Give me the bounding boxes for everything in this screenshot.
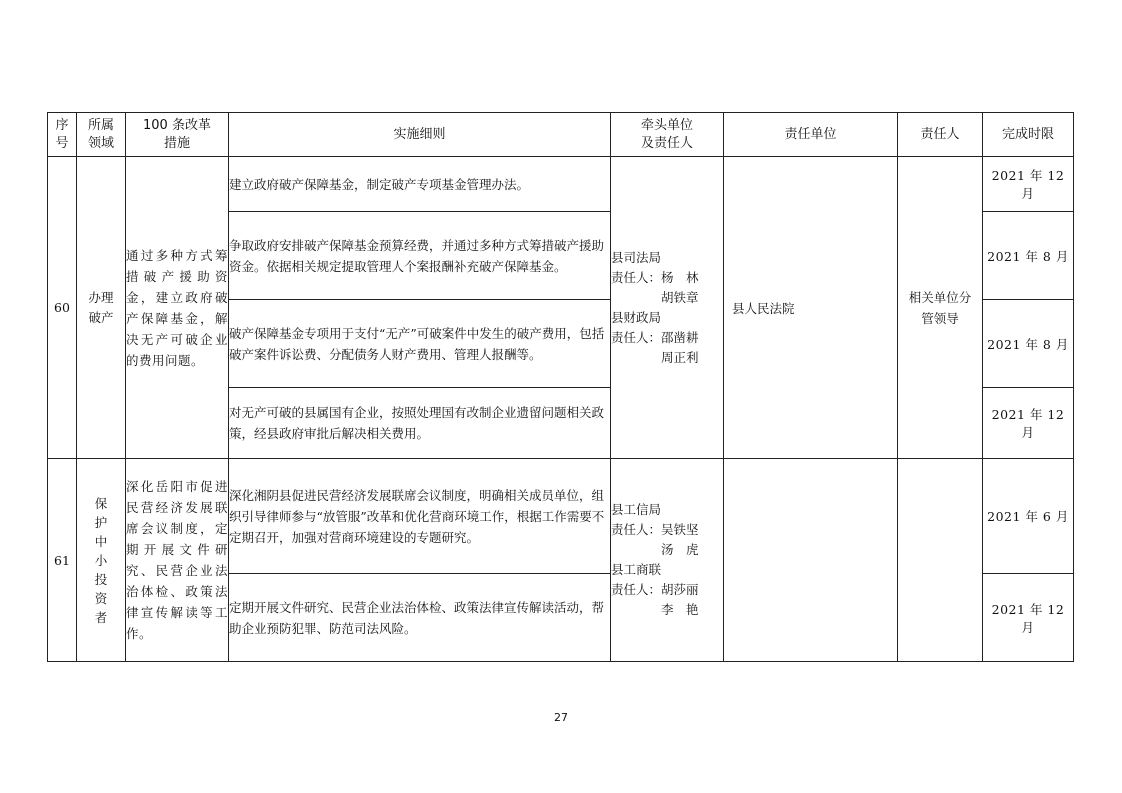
table-row: [48, 157, 1074, 212]
row-measure: 深化岳阳市促进民营经济发展联席会议制度，定期开展文件研究、民营企业法治体检、政策法律宣传解读等工作。: [126, 459, 229, 662]
responsible-person-cell: 相关单位分 管领导: [898, 157, 983, 459]
deadline-cell: 2021 年 12 月: [983, 574, 1074, 662]
header-area: 所属 领域: [77, 113, 126, 157]
deadline-cell: 2021 年 12 月: [983, 388, 1074, 459]
row-area: 办理 破产: [77, 157, 126, 459]
header-seq: 序 号: [48, 113, 77, 157]
header-responsible-person: 责任人: [898, 113, 983, 157]
page-number: 27: [554, 711, 568, 724]
header-responsible-unit: 责任单位: [724, 113, 898, 157]
detail-cell: 建立政府破产保障基金，制定破产专项基金管理办法。: [229, 157, 611, 212]
deadline-cell: 2021 年 6 月: [983, 459, 1074, 574]
responsible-unit-cell: 县人民法院: [724, 157, 898, 459]
detail-cell: 深化湘阴县促进民营经济发展联席会议制度，明确相关成员单位，组织引导律师参与“放管服”改革和优化营商环境工作，根据工作需要不定期召开，加强对营商环境建设的专题研究。: [229, 459, 611, 574]
table-row: [48, 459, 1074, 574]
detail-cell: 争取政府安排破产保障基金预算经费，并通过多种方式筹措破产援助资金。依据相关规定提取管理人个案报酬补充破产保障基金。: [229, 212, 611, 300]
header-details: 实施细则: [229, 113, 611, 157]
lead-unit-cell: 县工信局 责任人：吴铁坚 汤 虎 县工商联 责任人：胡莎丽 李 艳: [611, 459, 724, 662]
deadline-cell: 2021 年 8 月: [983, 300, 1074, 388]
row-seq: 61: [48, 459, 77, 662]
deadline-cell: 2021 年 12 月: [983, 157, 1074, 212]
header-measures: 100 条改革 措施: [126, 113, 229, 157]
header-lead: 牵头单位 及责任人: [611, 113, 724, 157]
deadline-cell: 2021 年 8 月: [983, 212, 1074, 300]
responsible-unit-cell: [724, 459, 898, 662]
responsible-person-cell: [898, 459, 983, 662]
header-deadline: 完成时限: [983, 113, 1074, 157]
row-seq: 60: [48, 157, 77, 459]
reform-measures-table: [47, 112, 1074, 662]
detail-cell: 破产保障基金专项用于支付“无产”可破案件中发生的破产费用，包括破产案件诉讼费、分配债务人财产费用、管理人报酬等。: [229, 300, 611, 388]
lead-unit-cell: 县司法局 责任人：杨 林 胡铁章 县财政局 责任人：邵凿耕 周正利: [611, 157, 724, 459]
row-measure: 通过多种方式筹措破产援助资金，建立政府破产保障基金，解决无产可破企业的费用问题。: [126, 157, 229, 459]
row-area: 保 护 中 小 投 资 者: [77, 459, 126, 662]
header-row: [48, 113, 1074, 157]
detail-cell: 定期开展文件研究、民营企业法治体检、政策法律宣传解读活动，帮助企业预防犯罪、防范司法风险。: [229, 574, 611, 662]
detail-cell: 对无产可破的县属国有企业，按照处理国有改制企业遗留问题相关政策，经县政府审批后解决相关费用。: [229, 388, 611, 459]
